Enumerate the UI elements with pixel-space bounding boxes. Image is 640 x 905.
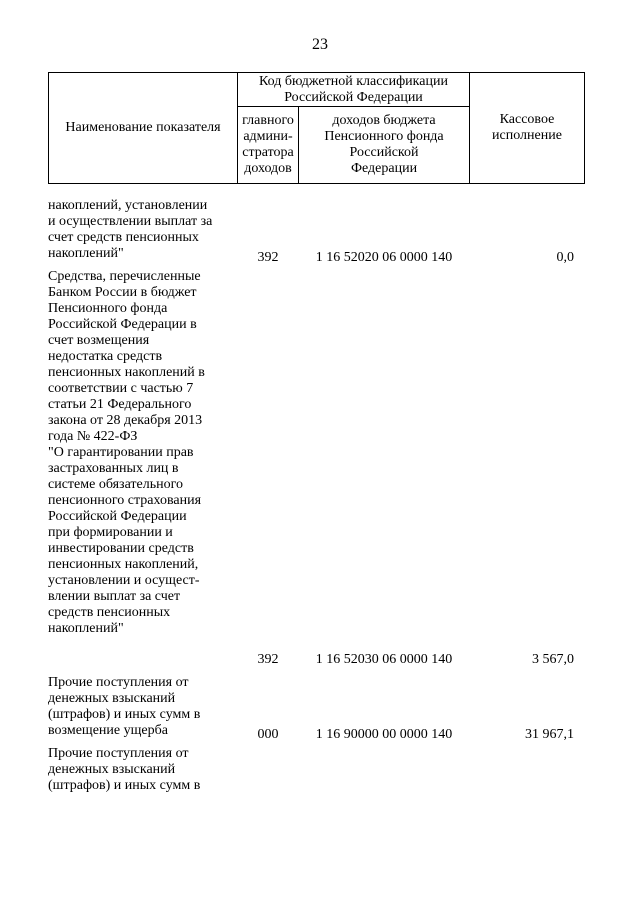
header-cash-execution: Кассовое исполнение [469, 72, 585, 184]
row-amount: 3 567,0 [532, 652, 574, 667]
table-row [48, 269, 585, 668]
row-admin-code: 392 [257, 652, 279, 667]
row-budget-code: 1 16 90000 00 0000 140 [315, 727, 453, 742]
table-header [48, 72, 585, 184]
table-row [48, 198, 585, 266]
header-pension-fund-revenue: доходов бюджета Пенсионного фонда Российской Федерации [298, 106, 470, 184]
row-budget-code: 1 16 52030 06 0000 140 [315, 652, 453, 667]
row-indicator-name: Прочие поступления от денежных взысканий (штрафов) и иных сумм в [48, 746, 201, 793]
row-admin-code: 000 [257, 727, 279, 742]
header-main-administrator: главного админи- стратора доходов [237, 106, 299, 184]
row-indicator-name: Средства, перечисленные Банком России в бюджет Пенсионного фонда Российской Федерации в счет возмещения недостатка средств пенсионных накоплений в соответствии с частью 7 статьи 21 Федерального закона от 28 декабря 2013 года № 422-ФЗ "О гарантировании прав застрахованных лиц в системе обязательного пенсионного страхования Российской Федерации при формировании и инвестировании средств пенсионных накоплений, установлении и осущест- влении выплат за счет средств пенсионных накоплений" [48, 269, 205, 636]
page-number: 23 [312, 36, 328, 53]
row-indicator-name: накоплений, установлении и осуществлении выплат за счет средств пенсионных накоплений" [48, 198, 213, 261]
table-row [48, 746, 585, 798]
table-row [48, 675, 585, 743]
row-admin-code: 392 [257, 250, 279, 265]
row-amount: 0,0 [556, 250, 574, 265]
header-budget-classification-code: Код бюджетной классификации Российской Федерации [237, 72, 470, 107]
row-indicator-name: Прочие поступления от денежных взысканий (штрафов) и иных сумм в возмещение ущерба [48, 675, 201, 738]
header-indicator-name: Наименование показателя [48, 72, 238, 184]
row-budget-code: 1 16 52020 06 0000 140 [315, 250, 453, 265]
row-amount: 31 967,1 [525, 727, 574, 742]
